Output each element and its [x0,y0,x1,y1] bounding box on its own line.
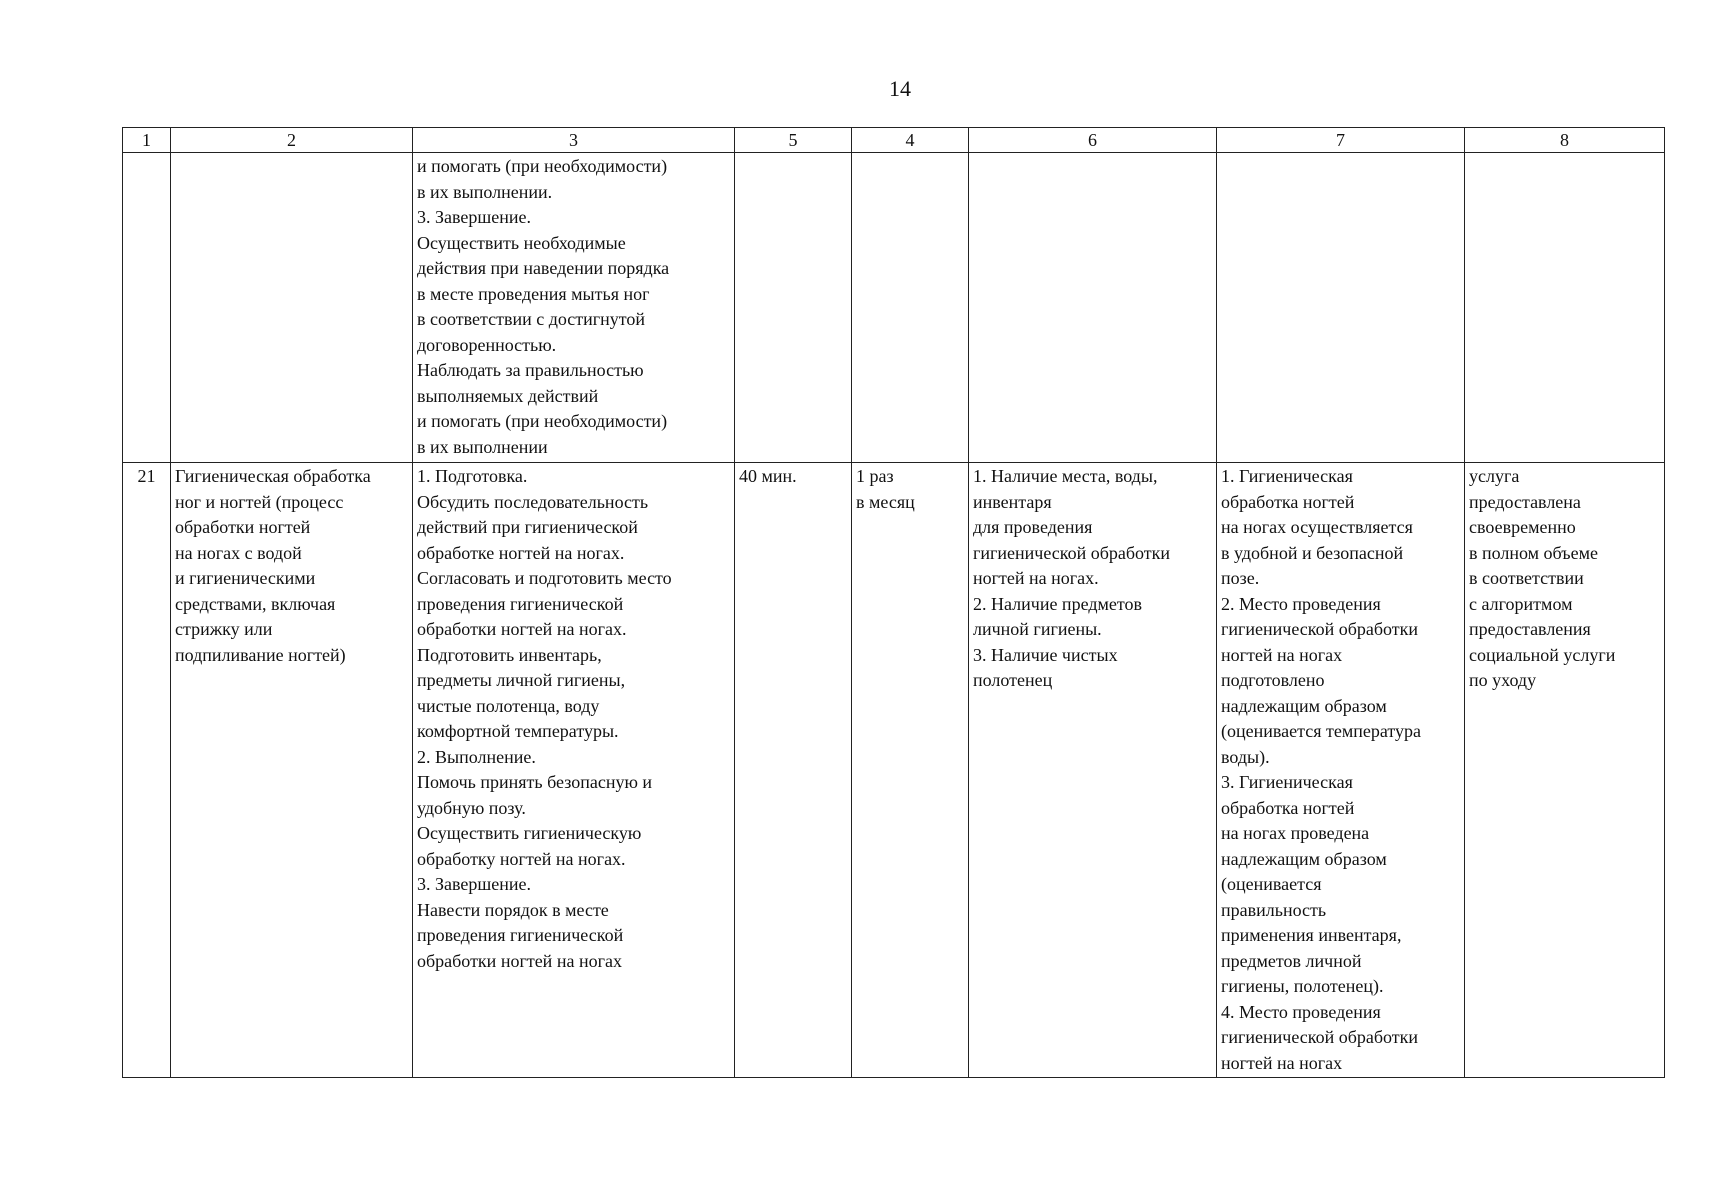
cell-text-line: в полном объеме [1469,542,1598,563]
cell-text-line: правильность [1221,899,1327,920]
header-col-5: 5 [735,128,852,153]
cell-conditions [969,463,1217,1078]
cell-text-line: (оценивается температура [1221,721,1421,741]
cell-service-name [171,153,413,463]
cell-text-line: надлежащим образом [1221,848,1387,869]
cell-conditions [969,153,1217,463]
cell-text-line: 1. Гигиеническая [1221,466,1353,486]
cell-text-line: предоставления [1469,619,1591,639]
cell-text-line: (оценивается [1221,874,1322,894]
cell-text-line: инвентаря [973,491,1052,512]
cell-text-line: обработки ногтей [175,517,311,537]
header-row [123,128,1665,153]
cell-text-line: своевременно [1469,517,1576,537]
cell-text-line: услуга [1469,466,1520,486]
cell-text-line: в соответствии с достигнутой [417,309,646,329]
cell-text-line: действия при наведении порядка [417,258,670,278]
cell-text-line: предметы личной гигиены, [417,670,626,690]
cell-text-line: обработка ногтей [1221,797,1355,818]
cell-text-line: обработки ногтей на ногах. [417,619,627,639]
cell-result [1465,463,1665,1078]
cell-text-line: и гигиеническими [175,568,316,588]
cell-text-line: предоставлена [1469,491,1581,512]
cell-text-line: обработка ногтей [1221,491,1355,512]
cell-text-line: действий при гигиенической [417,517,638,537]
cell-quality-criteria [1217,463,1465,1078]
cell-text-line: применения инвентаря, [1221,925,1402,945]
cell-text-line: 3. Гигиеническая [1221,772,1353,792]
cell-text-line: по уходу [1469,670,1537,690]
cell-text-line: удобную позу. [417,797,526,818]
table-row-21 [123,463,1665,1078]
cell-text-line: гигиены, полотенец). [1221,976,1384,996]
cell-text-line: гигиенической обработки [1221,619,1419,639]
cell-text-line: на ногах осуществляется [1221,517,1413,537]
header-col-3: 3 [413,128,735,153]
header-col-4: 4 [852,128,969,153]
cell-text-line: и помогать (при необходимости) [417,156,668,176]
header-col-1: 1 [123,128,171,153]
cell-text-line: в их выполнении [417,436,548,457]
cell-text-line: Помочь принять безопасную и [417,772,653,792]
cell-text-line: выполняемых действий [417,385,599,406]
cell-procedure [413,463,735,1078]
cell-text-line: в соответствии [1469,568,1584,588]
cell-text-line: полотенец [973,670,1053,690]
cell-text-line: Наблюдать за правильностью [417,360,644,380]
header-col-8: 8 [1465,128,1665,153]
cell-text-line: ногтей на ногах [1221,644,1343,665]
cell-text-line: комфортной температуры. [417,721,619,741]
cell-text-line: обработки ногтей на ногах [417,950,622,971]
cell-text-line: в месте проведения мытья ног [417,283,650,304]
cell-text-line: в удобной и безопасной [1221,542,1404,563]
cell-text-line: 1 раз [856,466,894,486]
cell-service-name [171,463,413,1078]
cell-text-line: 1. Подготовка. [417,466,528,486]
cell-text-line: 3. Наличие чистых [973,644,1118,665]
cell-text-line: средствами, включая [175,593,336,614]
cell-text-line: Подготовить инвентарь, [417,644,602,665]
cell-text-line: в их выполнении. [417,181,553,202]
cell-procedure [413,153,735,463]
cell-text-line: 3. Завершение. [417,874,531,894]
cell-text-line: 2. Наличие предметов [973,593,1142,614]
cell-text-line: стрижку или [175,619,273,639]
cell-text-line: проведения гигиенической [417,593,624,614]
cell-text-line: ногтей на ногах [1221,1052,1343,1073]
table-row-continued [123,153,1665,463]
cell-frequency [852,153,969,463]
cell-number: 21 [123,463,171,1078]
cell-text-line: социальной услуги [1469,644,1616,665]
cell-text-line: Осуществить гигиеническую [417,823,642,843]
cell-text-line: Навести порядок в месте [417,899,609,920]
cell-text-line: 3. Завершение. [417,207,531,227]
cell-text-line: Гигиеническая обработка [175,466,371,486]
cell-text-line: ног и ногтей (процесс [175,491,344,512]
header-col-6: 6 [969,128,1217,153]
cell-text-line: с алгоритмом [1469,593,1573,614]
cell-text-line: ногтей на ногах. [973,568,1099,588]
cell-text-line: обработку ногтей на ногах. [417,848,626,869]
cell-text-line: Согласовать и подготовить место [417,568,672,588]
cell-result [1465,153,1665,463]
cell-text-line: договоренностью. [417,334,557,355]
cell-text-line: подготовлено [1221,670,1325,690]
cell-text-line: в месяц [856,491,915,512]
cell-text-line: предметов личной [1221,950,1362,971]
cell-text-line: личной гигиены. [973,619,1102,639]
cell-text-line: позе. [1221,568,1260,588]
cell-text-line: Осуществить необходимые [417,232,626,253]
cell-duration [735,153,852,463]
cell-text-line: 4. Место проведения [1221,1001,1381,1022]
cell-text-line: гигиенической обработки [973,542,1171,563]
cell-text-line: гигиенической обработки [1221,1027,1419,1047]
cell-duration [735,463,852,1078]
cell-text-line: 2. Выполнение. [417,746,536,767]
services-table [122,127,1665,1078]
cell-text-line: 1. Наличие места, воды, [973,466,1158,486]
header-col-7: 7 [1217,128,1465,153]
cell-text-line: надлежащим образом [1221,695,1387,716]
cell-text-line: подпиливание ногтей) [175,644,346,665]
cell-text-line: 2. Место проведения [1221,593,1381,614]
cell-text-line: для проведения [973,517,1093,537]
cell-text-line: проведения гигиенической [417,925,624,945]
cell-text-line: чистые полотенца, воду [417,695,600,716]
cell-text-line: и помогать (при необходимости) [417,411,668,431]
cell-text-line: воды). [1221,746,1270,767]
header-col-2: 2 [171,128,413,153]
cell-quality-criteria [1217,153,1465,463]
cell-text-line: на ногах проведена [1221,823,1370,843]
page-number: 14 [889,76,911,101]
cell-frequency [852,463,969,1078]
cell-number [123,153,171,463]
cell-text-line: обработке ногтей на ногах. [417,542,625,563]
cell-text-line: на ногах с водой [175,542,302,563]
cell-text-line: Обсудить последовательность [417,491,649,512]
cell-text-line: 40 мин. [739,466,797,486]
